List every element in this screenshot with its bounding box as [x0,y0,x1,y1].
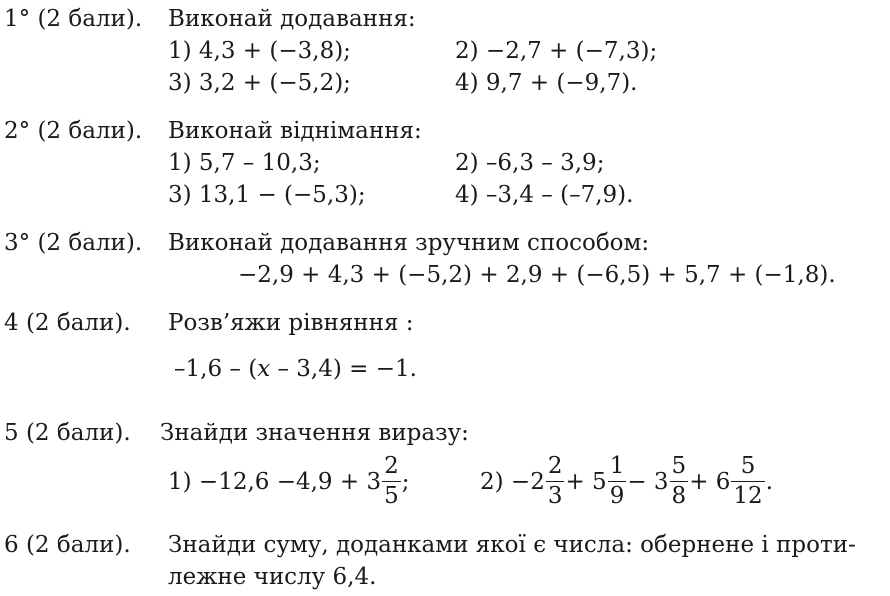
fraction [670,455,689,508]
task2-label: 2° (2 бали). [4,118,143,144]
task3-title: Виконай додавання зручним способом: [168,230,650,256]
equation-right: – 3,4) = −1. [270,356,417,382]
task3-label: 3° (2 бали). [4,230,143,256]
item2-mid3: + 6 [689,468,731,495]
task1-item2: 2) −2,7 + (−7,3); [455,38,658,64]
task6-label: 6 (2 бали). [4,532,131,558]
fraction-denominator: 3 [547,483,563,509]
task6-line1: Знайди суму, доданками якої є числа: обернене і проти- [168,532,856,558]
task1-title: Виконай додавання: [168,6,416,32]
task2-item4: 4) –3,4 – (–7,9). [455,182,634,208]
task1-label: 1° (2 бали). [4,6,143,32]
task4-title: Розв’яжи рівняння : [168,310,414,336]
fraction [608,455,627,508]
task5-item1 [168,455,409,508]
fraction [731,455,764,508]
item1-suffix: ; [401,468,410,495]
item2-mid2: − 3 [627,468,669,495]
task2-item2: 2) –6,3 – 3,9; [455,150,605,176]
task1-item4: 4) 9,7 + (−9,7). [455,70,638,96]
item2-prefix: 2) −2 [480,468,545,495]
task5-item2 [480,455,773,508]
task2-item1: 1) 5,7 – 10,3; [168,150,321,176]
item2-mid1: + 5 [565,468,607,495]
fraction-numerator: 5 [740,453,756,479]
fraction-denominator: 9 [609,483,625,509]
equation-left: –1,6 – ( [174,356,258,382]
fraction [382,455,401,508]
fraction-denominator: 12 [733,483,763,509]
fraction-denominator: 8 [671,483,687,509]
item2-suffix: . [765,468,773,495]
fraction-denominator: 5 [384,483,399,509]
task4-label: 4 (2 бали). [4,310,131,336]
fraction-numerator: 1 [609,453,625,479]
task6-line2: лежне числу 6,4. [168,564,377,590]
task5-label: 5 (2 бали). [4,420,131,446]
task1-item1: 1) 4,3 + (−3,8); [168,38,351,64]
equation-variable: x [257,356,271,382]
task3-expression: −2,9 + 4,3 + (−5,2) + 2,9 + (−6,5) + 5,7 + (−1,8). [238,262,836,288]
task2-title: Виконай віднімання: [168,118,422,144]
item1-prefix: 1) −12,6 −4,9 + 3 [168,468,382,495]
task4-equation [174,356,417,382]
fraction-numerator: 5 [671,453,687,479]
fraction-numerator: 2 [547,453,563,479]
task1-item3: 3) 3,2 + (−5,2); [168,70,351,96]
fraction [546,455,565,508]
task2-item3: 3) 13,1 − (−5,3); [168,182,366,208]
task5-title: Знайди значення виразу: [160,420,469,446]
fraction-numerator: 2 [384,453,399,479]
